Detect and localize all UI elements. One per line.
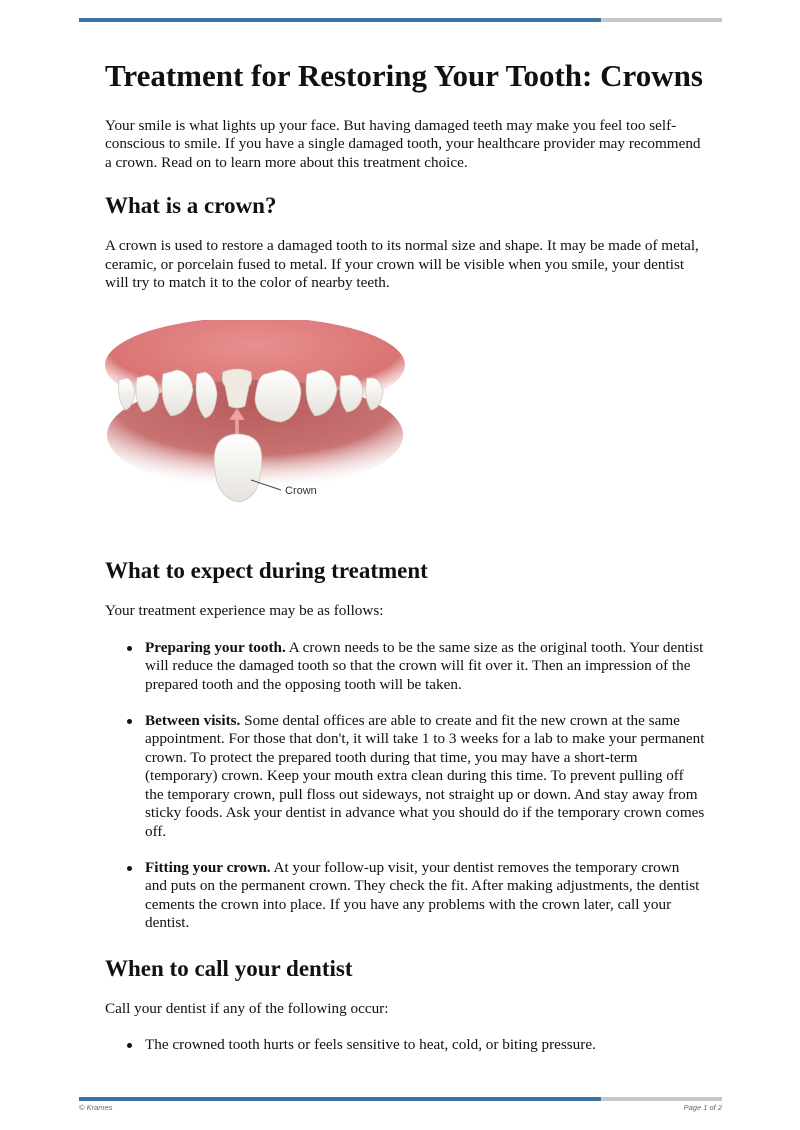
list-item-text: Some dental offices are able to create and fit the new crown at the same appointment. For those that don't, it will take 1 to 3 weeks for a lab to make your permanent crown. To protect the prepared tooth during that time, you may have a short-term (temporary) crown. Keep your mouth extra clean during this time. To prevent pulling off the temporary crown, pull floss out sideways, not straight up or down. And stay away from sticky foods. Ask your dentist in advance what you should do if the temporary crown comes off. xyxy=(145,712,705,840)
crown-tooth xyxy=(214,434,262,502)
heading-what-to-expect: What to expect during treatment xyxy=(105,558,428,584)
bullet-icon xyxy=(127,1043,132,1048)
heading-when-to-call: When to call your dentist xyxy=(105,955,353,981)
crown-paragraph: A crown is used to restore a damaged tooth to its normal size and shape. It may be made of metal, ceramic, or porcelain fused to metal. If your crown will be visible when you smile, your dentist will try to match it to the color of nearby teeth. xyxy=(105,237,699,292)
list-item-title: Between visits. xyxy=(145,712,241,730)
page-title: Treatment for Restoring Your Tooth: Crowns xyxy=(105,58,703,93)
footer-page-number: Page 1 of 2 xyxy=(683,1103,722,1112)
crown-illustration-svg xyxy=(105,320,405,515)
top-rule-gray xyxy=(601,18,722,22)
top-rule-blue xyxy=(79,18,601,22)
top-rule xyxy=(79,18,722,22)
list-item xyxy=(105,1036,705,1054)
document-body xyxy=(105,57,705,1054)
list-item xyxy=(105,712,705,841)
bullet-icon xyxy=(127,719,132,724)
call-conditions-list xyxy=(105,1036,705,1054)
intro-paragraph: Your smile is what lights up your face. But having damaged teeth may make you feel too self-conscious to smile. If you have a single damaged tooth, your healthcare provider may recommend a crown. Read on to learn more about this treatment choice. xyxy=(105,117,701,171)
list-item-title: Preparing your tooth. xyxy=(145,638,286,656)
bottom-rule-blue xyxy=(79,1097,601,1101)
list-item xyxy=(105,639,705,694)
footer-copyright: © Krames xyxy=(79,1103,113,1112)
call-intro: Call your dentist if any of the following occur: xyxy=(105,999,389,1017)
bullet-icon xyxy=(127,646,132,651)
bottom-rule xyxy=(79,1097,722,1101)
list-item-text: A crown needs to be the same size as the original tooth. Your dentist will reduce the damaged tooth so that the crown will fit over it. Then an impression of the prepared tooth and the opposing tooth will be taken. xyxy=(145,638,704,693)
list-item-text: The crowned tooth hurts or feels sensitive to heat, cold, or biting pressure. xyxy=(145,1035,596,1053)
crown-illustration xyxy=(105,320,405,515)
bottom-rule-gray xyxy=(601,1097,722,1101)
list-item xyxy=(105,859,705,933)
list-item-title: Fitting your crown. xyxy=(145,858,271,876)
bullet-icon xyxy=(127,866,132,871)
crown-label: Crown xyxy=(285,485,317,498)
list-item-text: At your follow-up visit, your dentist removes the temporary crown and puts on the permanent crown. They check the fit. After making adjustments, the dentist cements the crown into place. If you have any problems with the crown later, call your dentist. xyxy=(145,858,700,932)
expect-intro: Your treatment experience may be as follows: xyxy=(105,602,384,620)
heading-what-is-crown: What is a crown? xyxy=(105,193,277,219)
treatment-steps-list xyxy=(105,639,705,933)
